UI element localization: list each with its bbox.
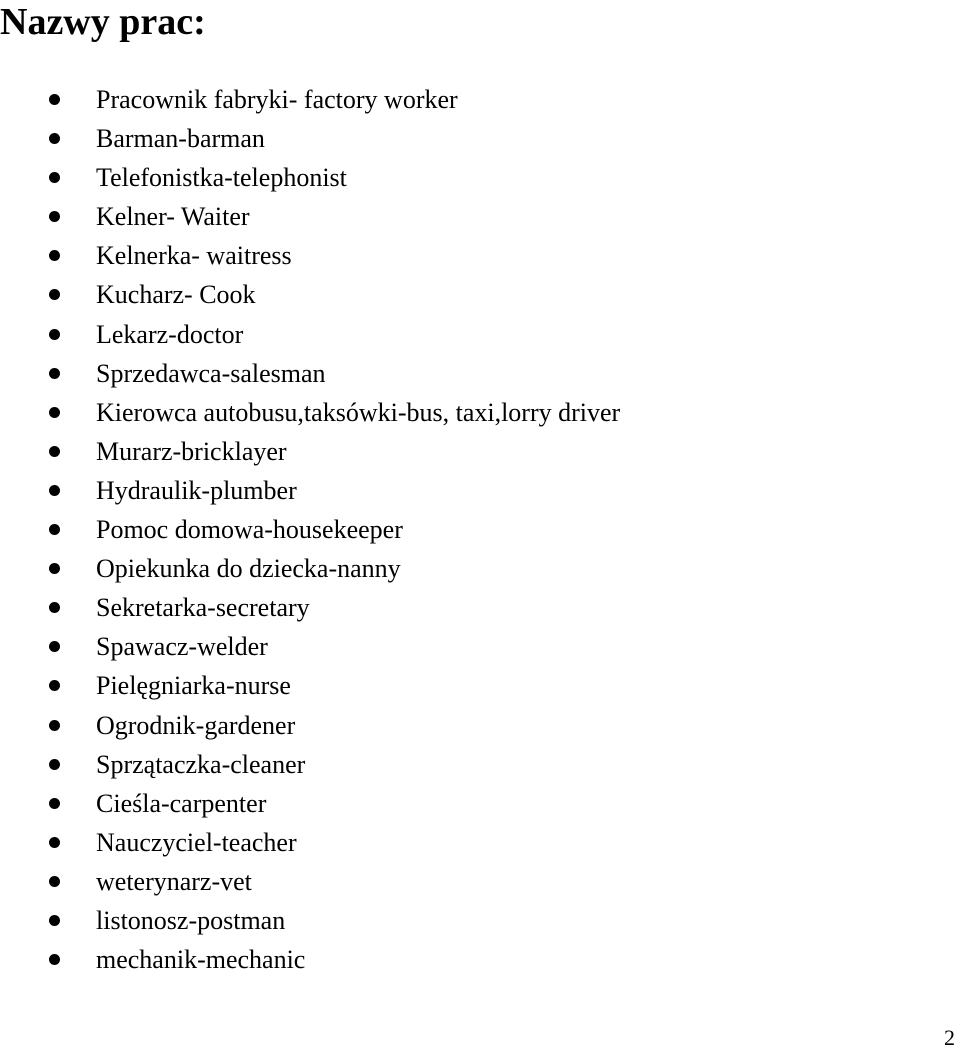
bullet-icon <box>49 602 60 613</box>
bullet-icon <box>49 641 60 652</box>
list-item-text: weterynarz-vet <box>96 866 252 896</box>
bullet-icon <box>49 563 60 574</box>
bullet-icon <box>49 329 60 340</box>
list-item-text: Barman-barman <box>96 124 265 154</box>
list-item-text: Spawacz-welder <box>96 632 268 662</box>
bullet-icon <box>49 446 60 457</box>
list-item-text: Sprzedawca-salesman <box>96 358 326 388</box>
list-item-text: Ogrodnik-gardener <box>96 710 296 740</box>
list-item <box>0 432 620 471</box>
list-item-text: Sekretarka-secretary <box>96 593 310 623</box>
bullet-icon <box>49 172 60 183</box>
list-item <box>0 275 620 314</box>
list-item <box>0 158 620 197</box>
bullet-icon <box>49 407 60 418</box>
list-item <box>0 823 620 862</box>
list-item <box>0 666 620 705</box>
list-item-text: listonosz-postman <box>96 905 286 935</box>
bullet-icon <box>49 680 60 691</box>
list-item-text: Sprzątaczka-cleaner <box>96 749 306 779</box>
list-item <box>0 119 620 158</box>
bullet-icon <box>49 876 60 887</box>
list-item-text: Pracownik fabryki- factory worker <box>96 85 458 114</box>
bullet-icon <box>49 524 60 535</box>
list-item-text: mechanik-mechanic <box>96 945 306 975</box>
list-item <box>0 784 620 823</box>
bullet-icon <box>49 94 60 105</box>
list-item <box>0 197 620 236</box>
list-item <box>0 627 620 666</box>
list-item-text: Nauczyciel-teacher <box>96 827 297 857</box>
bullet-icon <box>49 720 60 731</box>
bullet-icon <box>49 798 60 809</box>
job-list <box>0 80 620 979</box>
list-item-text: Kucharz- Cook <box>96 280 256 310</box>
list-item-text: Murarz-bricklayer <box>96 436 287 466</box>
bullet-icon <box>49 289 60 300</box>
bullet-icon <box>49 759 60 770</box>
page-number: 2 <box>944 1025 955 1050</box>
bullet-icon <box>49 485 60 496</box>
bullet-icon <box>49 133 60 144</box>
bullet-icon <box>49 954 60 965</box>
list-item-text: Kierowca autobusu,taksówki-bus, taxi,lorry driver <box>96 397 621 427</box>
list-item-text: Opiekunka do dziecka-nanny <box>96 554 401 584</box>
bullet-icon <box>49 368 60 379</box>
list-item <box>0 549 620 588</box>
list-item <box>0 510 620 549</box>
list-item <box>0 901 620 940</box>
list-item-text: Pielęgniarka-nurse <box>96 671 291 701</box>
bullet-icon <box>49 250 60 261</box>
list-item <box>0 80 620 119</box>
list-item <box>0 471 620 510</box>
list-item <box>0 706 620 745</box>
list-item-text: Hydraulik-plumber <box>96 475 297 505</box>
bullet-icon <box>49 915 60 926</box>
list-item <box>0 393 620 432</box>
list-item <box>0 745 620 784</box>
list-item-text: Kelnerka- waitress <box>96 241 292 271</box>
list-item-text: Lekarz-doctor <box>96 319 244 349</box>
list-item-text: Cieśla-carpenter <box>96 788 267 818</box>
list-item <box>0 315 620 354</box>
list-item-text: Telefonistka-telephonist <box>96 163 347 193</box>
list-item <box>0 940 620 979</box>
page-title: Nazwy prac: <box>0 1 206 43</box>
list-item-text: Pomoc domowa-housekeeper <box>96 515 403 545</box>
list-item-text: Kelner- Waiter <box>96 202 250 232</box>
list-item <box>0 862 620 901</box>
bullet-icon <box>49 211 60 222</box>
bullet-icon <box>49 837 60 848</box>
list-item <box>0 588 620 627</box>
list-item <box>0 354 620 393</box>
list-item <box>0 236 620 275</box>
